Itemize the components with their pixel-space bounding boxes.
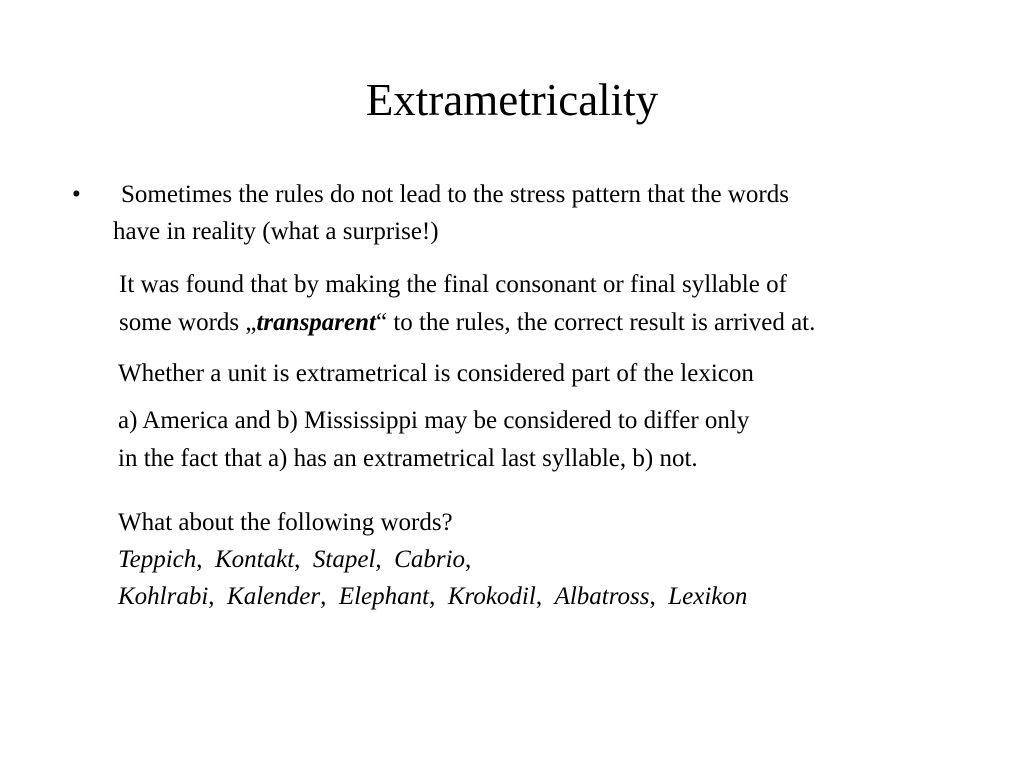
bullet-mark: • xyxy=(72,181,81,208)
paragraph-america-mississippi xyxy=(118,402,749,478)
paragraph-line-2 xyxy=(119,304,815,342)
paragraph-word-list xyxy=(118,504,747,615)
word-list-line-1: Teppich, Kontakt, Stapel, Cabrio, xyxy=(118,546,472,573)
word-item: Kontakt xyxy=(215,546,295,573)
paragraph-line-1: a) America and b) Mississippi may be considered to differ only xyxy=(118,407,750,434)
paragraph-line-2-start: some words „ xyxy=(119,309,257,336)
slide-title: Extrametricality xyxy=(365,75,659,125)
word-item: Kalender xyxy=(227,583,321,610)
paragraph-line-2: in the fact that a) has an extrametrical last syllable, b) not. xyxy=(118,445,698,472)
paragraph-lexicon: Whether a unit is extrametrical is considered part of the lexicon xyxy=(118,360,754,387)
word-list-line-2: Kohlrabi, Kalender, Elephant, Krokodil, Albatross, Lexikon xyxy=(118,583,748,610)
bullet-text-line-2: have in reality (what a surprise!) xyxy=(113,218,439,245)
bullet-text-line-1: Sometimes the rules do not lead to the stress pattern that the words xyxy=(121,181,789,208)
word-item: Albatross xyxy=(554,583,650,610)
word-list-question: What about the following words? xyxy=(118,509,453,536)
paragraph-line-2-end: “ to the rules, the correct result is arrived at. xyxy=(375,309,816,336)
paragraph-transparent xyxy=(119,266,815,342)
word-item: Cabrio xyxy=(394,546,466,573)
paragraph-line-1: It was found that by making the final consonant or final syllable of xyxy=(119,271,787,298)
transparent-term: transparent xyxy=(256,309,376,336)
word-item: Lexikon xyxy=(668,583,748,610)
word-item: Krokodil xyxy=(447,583,536,610)
word-item: Stapel xyxy=(312,546,376,573)
word-item: Kohlrabi xyxy=(118,583,209,610)
word-item: Teppich xyxy=(118,546,197,573)
word-item: Elephant xyxy=(338,583,430,610)
bullet-text xyxy=(113,176,993,250)
